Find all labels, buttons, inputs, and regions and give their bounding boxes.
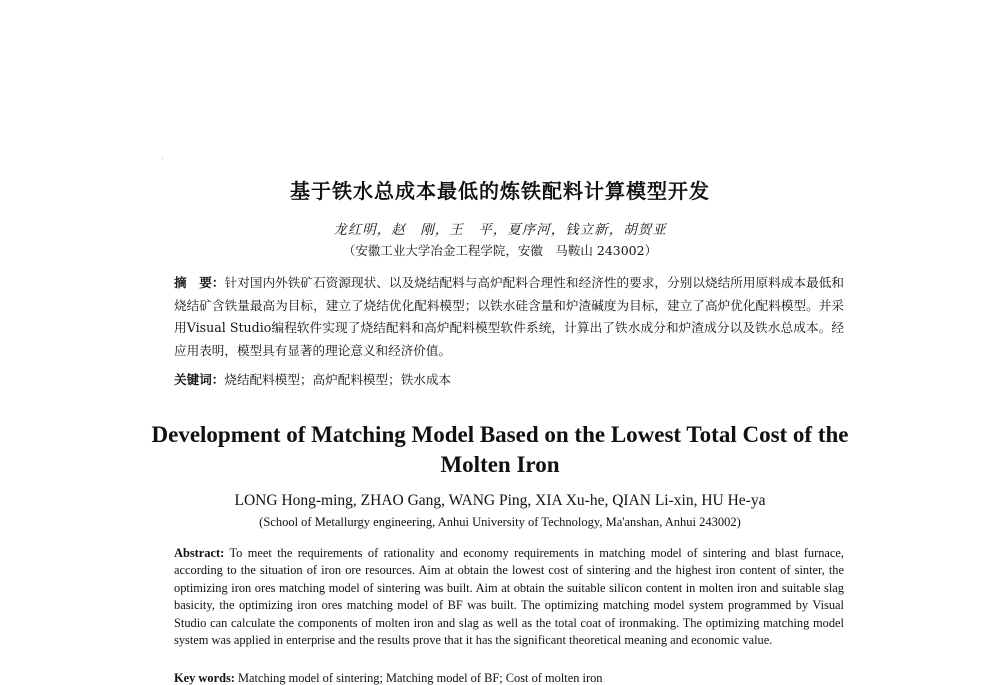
english-authors: LONG Hong-ming, ZHAO Gang, WANG Ping, XIA Xu-he, QIAN Li-xin, HU He-ya xyxy=(234,492,766,509)
english-abstract-text: To meet the requirements of rationality and economy requirements in matching model of sintering and blast furnace, according to the situation of iron ore resources. Aim at obtain the lowest cost of sintering and the highest iron content of sinter, the optimizing iron ores matching model of sintering was built. Aim at obtain the suitable silicon content in molten iron and suitable slag basicity, the optimizing iron ores matching model of BF was built. The optimizing matching model system programmed by Visual Studio can calculate the components of molten iron and slag as well as the total coat of ironmaking. The optimizing matching model system was applied in enterprise and the results prove that it has the significant theoretical meaning and economic value. xyxy=(174,546,845,648)
scan-speck xyxy=(162,158,163,159)
english-keywords xyxy=(174,670,844,685)
english-title-line-2: Molten Iron xyxy=(440,452,560,477)
english-title xyxy=(150,420,850,480)
chinese-keywords-text: 烧结配料模型；高炉配料模型；铁水成本 xyxy=(224,372,452,387)
chinese-abstract-text: 针对国内外铁矿石资源现状、以及烧结配料与高炉配料合理性和经济性的要求，分别以烧结所用原料成本最低和烧结矿含铁量最高为目标，建立了烧结优化配料模型；以铁水硅含量和炉渣碱度为目标，建立了高炉优化配料模型。并采用Visual Studio编程软件实现了烧结配料和高炉配料模型软件系统，计算出了铁水成分和炉渣成分以及铁水总成本。经应用表明，模型具有显著的理论意义和经济价值。 xyxy=(174,275,845,358)
chinese-title: 基于铁水总成本最低的炼铁配料计算模型开发 xyxy=(290,179,710,203)
english-abstract-label: Abstract: xyxy=(174,546,225,560)
chinese-affiliation: （安徽工业大学冶金工程学院，安徽 马鞍山 243002） xyxy=(342,243,658,258)
chinese-abstract xyxy=(174,272,844,362)
english-keywords-text: Matching model of sintering; Matching model of BF; Cost of molten iron xyxy=(238,671,603,685)
chinese-authors: 龙红明，赵 刚，王 平，夏序河，钱立新，胡贺亚 xyxy=(333,222,667,238)
chinese-keywords xyxy=(174,370,844,390)
english-title-line-1: Development of Matching Model Based on the Lowest Total Cost of the xyxy=(151,422,849,447)
english-abstract xyxy=(174,545,844,649)
chinese-keywords-label: 关键词： xyxy=(174,372,225,387)
english-affiliation: (School of Metallurgy engineering, Anhui University of Technology, Ma'anshan, Anhui 243002) xyxy=(259,515,741,529)
english-keywords-label: Key words: xyxy=(174,671,235,685)
chinese-abstract-label: 摘 要： xyxy=(174,275,225,290)
